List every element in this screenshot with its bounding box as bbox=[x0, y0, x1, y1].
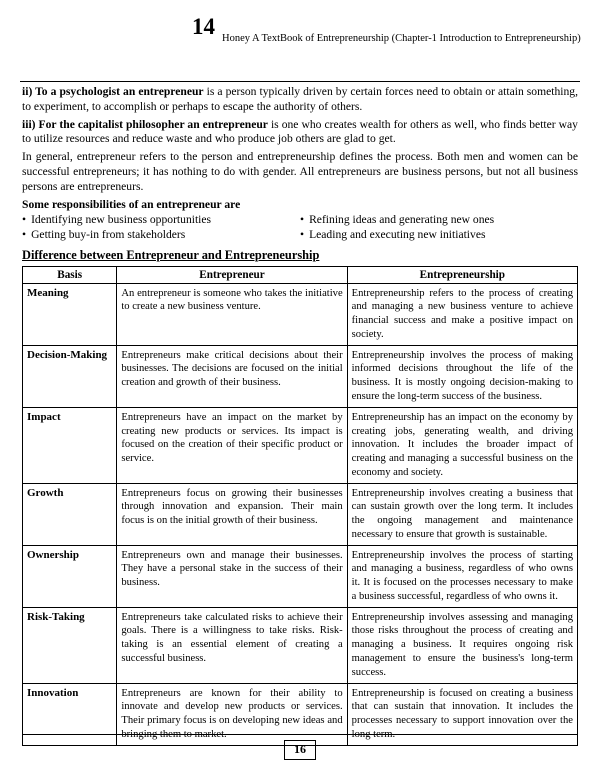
book-header-title: Honey A TextBook of Entrepreneurship (Chapter-1 Introduction to Entrepreneurship) bbox=[222, 33, 581, 44]
row-entrepreneurship: Entrepreneurship has an impact on the economy by creating jobs, generating wealth, and driving innovation. It includes the broader impact of creating and managing a successful business on the economy and society. bbox=[347, 407, 577, 483]
responsibilities-heading: Some responsibilities of an entrepreneur are bbox=[22, 197, 241, 211]
paragraph-psychologist-lead: ii) To a psychologist an entrepreneur bbox=[22, 85, 204, 98]
responsibilities-column-left bbox=[22, 212, 300, 243]
row-entrepreneur: Entrepreneurs are known for their ability to innovate and develop new products or services. Their primary focus is on developing new ideas and bringing them to market. bbox=[117, 683, 347, 745]
row-basis: Innovation bbox=[23, 683, 117, 745]
row-basis: Growth bbox=[23, 483, 117, 545]
table-row bbox=[23, 483, 578, 545]
table-row bbox=[23, 407, 578, 483]
table-header-row bbox=[23, 266, 578, 283]
responsibilities-list bbox=[22, 212, 578, 243]
table-row bbox=[23, 345, 578, 407]
row-entrepreneurship: Entrepreneurship involves assessing and managing those risks throughout the process of creating and managing a business. It requires ongoing risk management to ensure the business's long-term success. bbox=[347, 607, 577, 683]
row-basis: Ownership bbox=[23, 545, 117, 607]
column-header-entrepreneurship: Entrepreneurship bbox=[347, 266, 577, 283]
row-basis: Decision-Making bbox=[23, 345, 117, 407]
paragraph-capitalist-lead: iii) For the capitalist philosopher an entrepreneur bbox=[22, 117, 268, 131]
column-header-basis: Basis bbox=[23, 266, 117, 283]
comparison-table-title: Difference between Entrepreneur and Entrepreneurship bbox=[22, 247, 320, 262]
paragraph-capitalist bbox=[22, 118, 578, 148]
row-entrepreneur: Entrepreneurs take calculated risks to achieve their goals. There is a willingness to take risks. Risk-taking is an essential element of creating a successful business. bbox=[117, 607, 347, 683]
footer-divider bbox=[22, 734, 578, 735]
responsibilities-column-right bbox=[300, 212, 578, 243]
paragraph-general: In general, entrepreneur refers to the person and entrepreneurship defines the process. Both men and women can be successful entrepreneurs; it has nothing to do with gender. All entrepreneurs are business persons, but not all business persons are entrepreneurs. bbox=[22, 150, 578, 193]
table-body bbox=[23, 283, 578, 745]
table-row bbox=[23, 607, 578, 683]
row-entrepreneur: Entrepreneurs have an impact on the market by creating new products or services. Its impact is focused on the creation of their specific product or service. bbox=[117, 407, 347, 483]
row-entrepreneurship: Entrepreneurship involves the process of starting and managing a business, regardless of who owns it. It is focused on the processes necessary to make a business successful, regardless of who owns it. bbox=[347, 545, 577, 607]
list-item: • Getting buy-in from stakeholders bbox=[22, 227, 300, 242]
list-item: • Identifying new business opportunities bbox=[22, 212, 300, 227]
comparison-table bbox=[22, 266, 578, 746]
column-header-entrepreneur: Entrepreneur bbox=[117, 266, 347, 283]
row-basis: Risk-Taking bbox=[23, 607, 117, 683]
row-basis: Impact bbox=[23, 407, 117, 483]
row-entrepreneur: An entrepreneur is someone who takes the initiative to create a new business venture. bbox=[117, 283, 347, 345]
chapter-number: 14 bbox=[192, 14, 215, 39]
paragraph-psychologist bbox=[22, 85, 578, 115]
row-entrepreneur: Entrepreneurs focus on growing their businesses through innovation and expansion. Their main focus is on the initial growth of their business. bbox=[117, 483, 347, 545]
row-entrepreneurship: Entrepreneurship involves the process of making informed decisions throughout the life of the business. It is mostly ongoing decision-making to ensure the long-term success of the business. bbox=[347, 345, 577, 407]
row-entrepreneur: Entrepreneurs make critical decisions about their businesses. The decisions are focused on the initial creation and growth of their business. bbox=[117, 345, 347, 407]
row-entrepreneur: Entrepreneurs own and manage their businesses. They have a personal stake in the success of their business. bbox=[117, 545, 347, 607]
list-item: • Refining ideas and generating new ones bbox=[300, 212, 578, 227]
page-footer bbox=[22, 734, 578, 760]
row-entrepreneurship: Entrepreneurship refers to the process of creating and managing a new business venture to achieve financial success and make a positive impact on society. bbox=[347, 283, 577, 345]
row-basis: Meaning bbox=[23, 283, 117, 345]
row-entrepreneurship: Entrepreneurship is focused on creating a business that can sustain that innovation. It includes the processes necessary to support innovation over the long term. bbox=[347, 683, 577, 745]
list-item: • Leading and executing new initiatives bbox=[300, 227, 578, 242]
row-entrepreneurship: Entrepreneurship involves creating a business that can sustain growth over the long term. It includes the ongoing management and maintenance necessary to ensure that growth is sustainable. bbox=[347, 483, 577, 545]
table-header bbox=[23, 266, 578, 283]
paragraph-psychologist-rest: is a person typically driven by certain forces need to obtain or attain something, to experiment, to accomplish or perhaps to escape the authority of others. bbox=[22, 85, 578, 113]
header-divider bbox=[20, 81, 580, 82]
table-row bbox=[23, 283, 578, 345]
page-header bbox=[22, 14, 581, 48]
page-number: 16 bbox=[284, 740, 316, 760]
paragraph-capitalist-rest: is one who creates wealth for others as well, who finds better way to utilize resources and reduce waste and who produce job others are glad to get. bbox=[22, 117, 578, 146]
table-row bbox=[23, 545, 578, 607]
